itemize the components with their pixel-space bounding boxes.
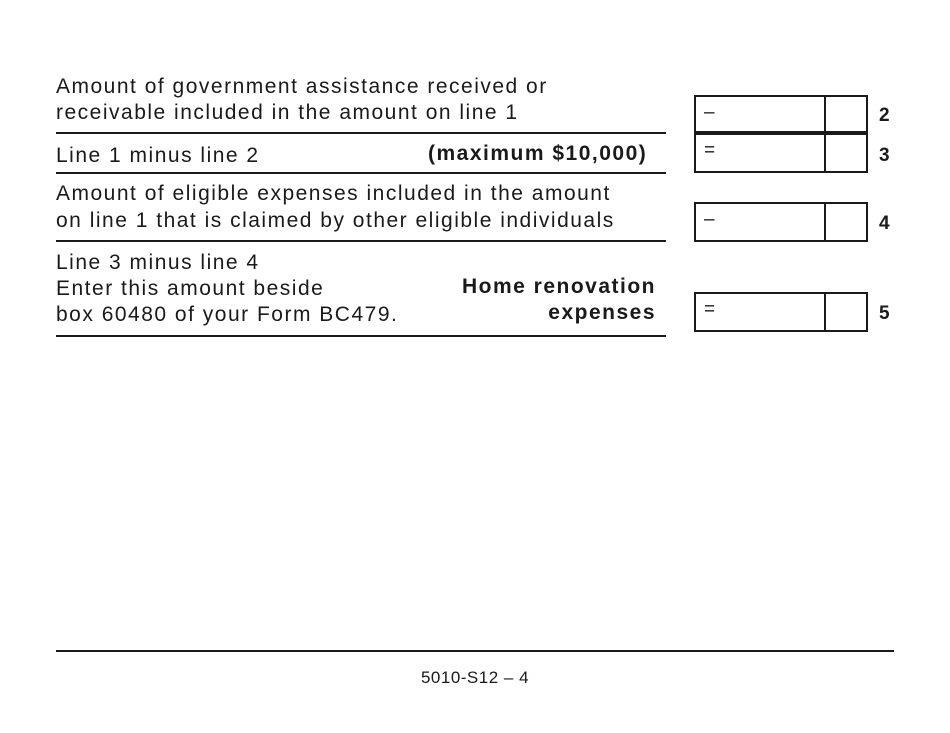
line3-equals-sign: =: [704, 140, 716, 161]
home-renovation-label-2: expenses: [548, 301, 656, 324]
line2-cents-divider: [824, 97, 826, 131]
line4-amount-field[interactable]: [694, 202, 868, 242]
line3-amount-field[interactable]: [694, 133, 868, 173]
line2-amount-field[interactable]: [694, 95, 868, 133]
line3-number: 3: [879, 145, 890, 166]
line5-number: 5: [879, 303, 890, 324]
footer-rule: [56, 650, 894, 652]
line3-rule: [56, 172, 666, 174]
line5-equals-sign: =: [704, 299, 716, 320]
line4-cents-divider: [824, 204, 826, 240]
line3-cents-divider: [824, 135, 826, 171]
line4-description-2: on line 1 that is claimed by other eligible individuals: [56, 209, 615, 232]
line5-cents-divider: [824, 294, 826, 330]
line3-description: Line 1 minus line 2: [56, 144, 260, 167]
line4-number: 4: [879, 213, 890, 234]
line3-maximum-note: (maximum $10,000): [428, 142, 648, 165]
line4-rule: [56, 240, 666, 242]
home-renovation-label-1: Home renovation: [461, 275, 656, 298]
line5-description-1: Line 3 minus line 4: [56, 251, 260, 274]
line2-number: 2: [879, 105, 890, 126]
line2-minus-sign: –: [704, 102, 715, 123]
line5-description-2: Enter this amount beside: [56, 277, 325, 300]
line2-rule: [56, 132, 666, 134]
line2-description-1: Amount of government assistance received or: [56, 75, 548, 98]
line2-description-2: receivable included in the amount on line 1: [56, 101, 519, 124]
line4-description-1: Amount of eligible expenses included in the amount: [56, 182, 611, 205]
form-page-id: 5010-S12 – 4: [420, 668, 530, 687]
line5-description-3: box 60480 of your Form BC479.: [56, 303, 399, 326]
line5-amount-field[interactable]: [694, 292, 868, 332]
line4-minus-sign: –: [704, 209, 715, 230]
line5-rule: [56, 335, 666, 337]
